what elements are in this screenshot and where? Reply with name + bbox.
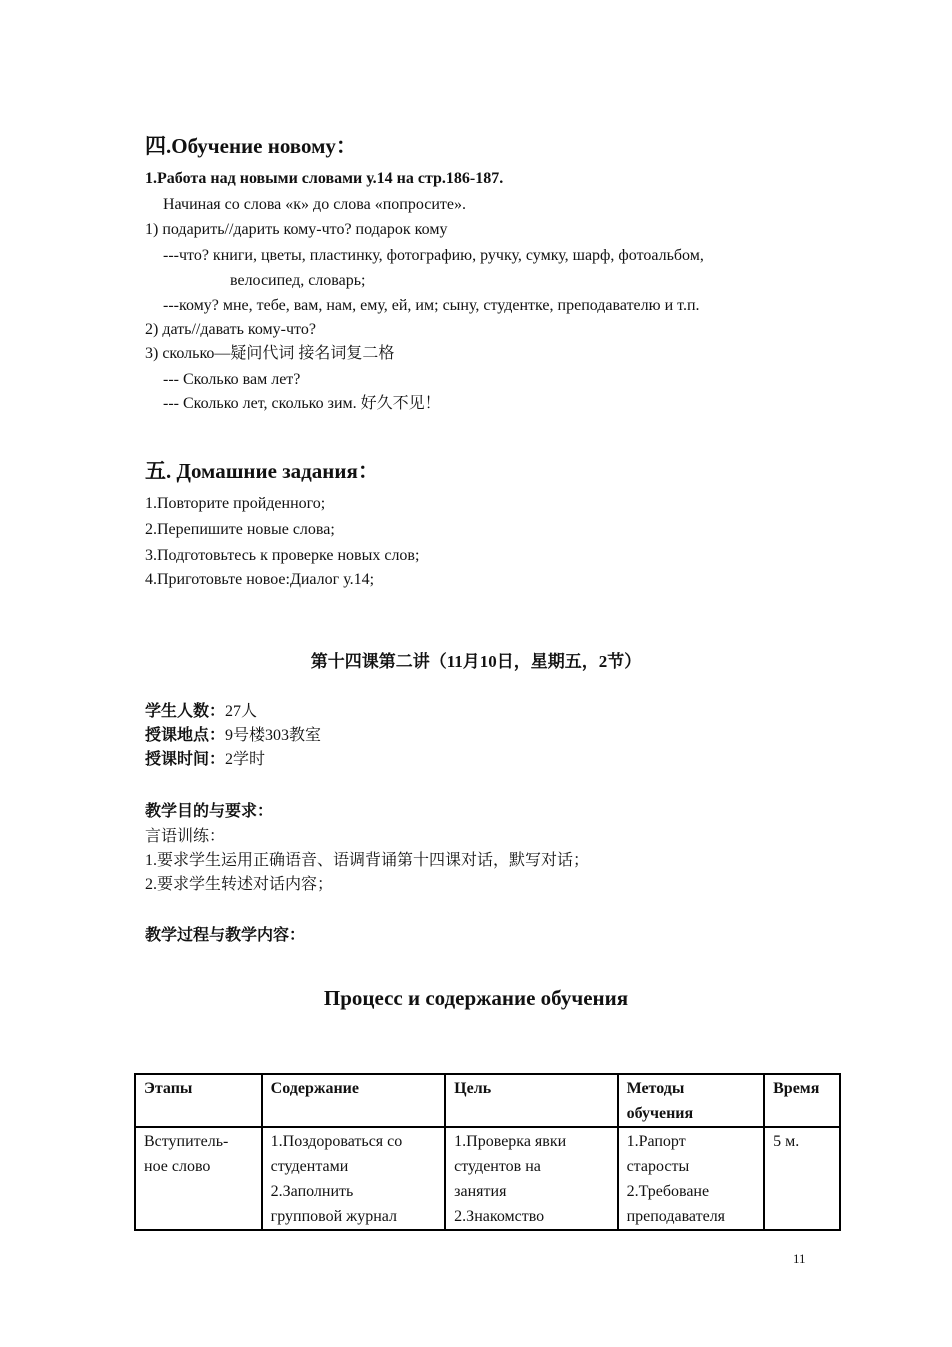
process-table xyxy=(134,1073,841,1231)
text-line: Начиная со слова «к» до слова «попросите». xyxy=(163,196,467,213)
section4-heading: 四.Обучение новому： xyxy=(145,134,357,158)
stage-cell xyxy=(135,1127,262,1230)
goals-line: 1.要求学生运用正确语音、语调背诵第十四课对话，默写对话； xyxy=(145,852,590,869)
goals-heading: 教学目的与要求： xyxy=(145,803,274,820)
header-cell: Этапы xyxy=(135,1074,262,1127)
cell-line: Вступитель- xyxy=(144,1133,229,1150)
time-row xyxy=(145,748,265,772)
goals-line: 2.要求学生转述对话内容； xyxy=(145,876,334,893)
homework-item: 3.Подготовьтесь к проверке новых слов; xyxy=(145,547,420,564)
text-line: --- Сколько вам лет? xyxy=(163,371,301,388)
cell-line: 1.Рапорт xyxy=(626,1133,686,1150)
section4-item1-title: 1.Работа над новыми словами у.14 на стр.186-187. xyxy=(145,170,504,187)
cell-line: ное слово xyxy=(144,1158,211,1175)
lecture-title: 第十四课第二讲（11月10日，星期五，2节） xyxy=(310,652,642,671)
students-row xyxy=(145,700,257,724)
homework-item: 2.Перепишите новые слова; xyxy=(145,521,335,538)
text-line: велосипед, словарь; xyxy=(230,272,366,289)
cell-line: 1.Поздороваться со xyxy=(270,1133,403,1150)
process-heading: 教学过程与教学内容： xyxy=(145,927,306,944)
cell-line: 2.Требоване xyxy=(626,1183,710,1200)
students-value: 27人 xyxy=(225,703,258,720)
goal-cell xyxy=(445,1127,617,1230)
cell-line: групповой журнал xyxy=(270,1208,397,1225)
cell-line: студентов на xyxy=(454,1158,541,1175)
text-line: 2) дать//давать кому-что? xyxy=(145,321,316,338)
table-header-row xyxy=(135,1074,840,1127)
cell-line: старосты xyxy=(626,1158,690,1175)
place-value: 9号楼303教室 xyxy=(225,727,322,744)
methods-cell xyxy=(618,1127,765,1230)
students-label: 学生人数： xyxy=(145,703,226,720)
text-line: --- Сколько лет, сколько зим. 好久不见！ xyxy=(163,395,441,412)
text-line: ---что? книги, цветы, пластинку, фотографию, ручку, сумку, шарф, фотоальбом, xyxy=(163,247,704,264)
time-cell: 5 м. xyxy=(764,1127,840,1230)
header-cell: Содержание xyxy=(262,1074,446,1127)
header-cell: Цель xyxy=(445,1074,617,1127)
time-value: 2学时 xyxy=(225,751,266,768)
cell-line: 2.Знакомство xyxy=(454,1208,545,1225)
cell-line: 2.Заполнить xyxy=(270,1183,354,1200)
text-line: 1) подарить//дарить кому-что? подарок кому xyxy=(145,221,448,238)
section5-heading: 五. Домашние задания： xyxy=(145,459,379,483)
cell-line: преподавателя xyxy=(626,1208,726,1225)
homework-item: 1.Повторите пройденного; xyxy=(145,495,326,512)
cell-line: занятия xyxy=(454,1183,507,1200)
header-line: Методы xyxy=(626,1080,685,1097)
header-cell: Время xyxy=(764,1074,840,1127)
time-label: 授课时间： xyxy=(145,751,226,768)
text-line: 3) сколько—疑问代词 接名词复二格 xyxy=(145,345,395,362)
table-row xyxy=(135,1127,840,1230)
content-cell xyxy=(262,1127,446,1230)
page-number: 11 xyxy=(793,1251,806,1266)
header-line: обучения xyxy=(626,1105,694,1122)
cell-line: студентами xyxy=(270,1158,349,1175)
cell-line: 1.Проверка явки xyxy=(454,1133,567,1150)
place-row xyxy=(145,724,321,748)
process-title: Процесс и содержание обучения xyxy=(323,986,629,1010)
homework-item: 4.Приготовьте новое:Диалог у.14; xyxy=(145,571,375,588)
text-line: ---кому? мне, тебе, вам, нам, ему, ей, им; сыну, студентке, преподавателю и т.п. xyxy=(163,297,700,314)
header-cell xyxy=(618,1074,765,1127)
place-label: 授课地点： xyxy=(145,727,226,744)
goals-line: 言语训练： xyxy=(145,828,226,845)
